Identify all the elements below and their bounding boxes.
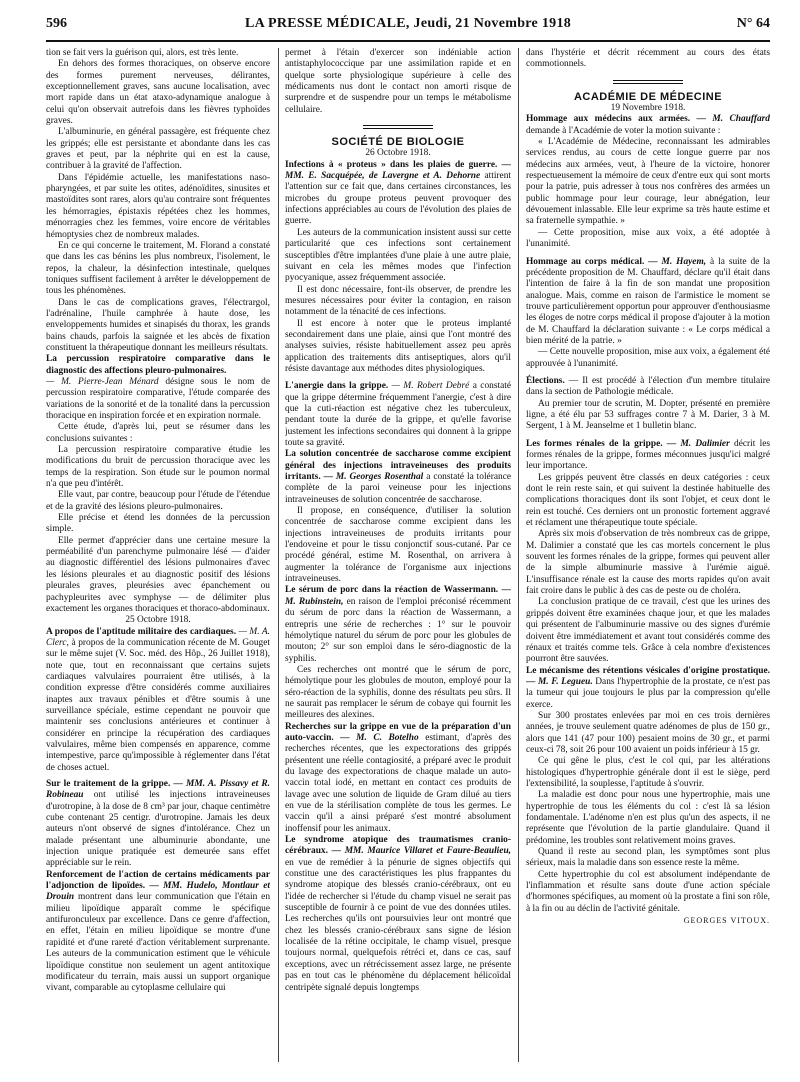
column-divider <box>278 48 279 1062</box>
article-title: Hommage au corps médical. <box>526 256 645 267</box>
paragraph <box>526 439 770 473</box>
article-text: désigne sous le nom de percussion respiratoire comparative, l'étude comparée des variations de la sonorité et de la tonalité dans la percussion thoracique en inspiration forcée et en expiration normale. <box>46 376 270 421</box>
article-title: Le syndrome atopique des traumatismes cranio-cérébraux. <box>285 835 511 857</box>
article-text: en vue de remédier à la pénurie de signes objectifs qui constitue une des caractéristiques les plus frappantes du syndrome atopique des blessés cranio-cérébraux, ont eu l'idée de rechercher si l'étude du champ visuel ne serait pas susceptible de fournir à ce point de vue des données utiles. Les recherches qu'ils ont poursuivies leur ont montré que chez les blessés cranio-cérébraux sans signe de lésion localisée de la rétine occipitale, le champ visuel, presque toujours normal, quelquefois rétréci et, dans ce cas, sauf exceptions, avec un rétrécissement assez large, ne présente pas en tout cas le phénomène du déplacement hélicoïdal centripète signalé depuis longtemps <box>285 857 511 993</box>
paragraph: Il est encore à noter que le proteus implanté secondairement dans une plaie, ainsi que l'ont montré des analyses suivies, résiste habituellement assez peu après application des traitements dits antiseptiques, alors qu'il résiste davantage aux méthodes dites physiologiques. <box>285 318 511 374</box>
paragraph: Les auteurs de la communication insistent aussi sur cette particularité que ces infections sont certainement susceptibles d'être implantées d'une plaie à une autre plaie, suivant en cela les mêmes modes que l'infection pyocyanique, assez fréquemment associée. <box>285 227 511 284</box>
article-author: — M. Georges Rosenthal <box>323 472 424 483</box>
paragraph: — Cette nouvelle proposition, mise aux voix, a également été approuvée à l'unanimité. <box>526 347 770 369</box>
column-divider <box>518 48 519 1062</box>
article-heading <box>285 449 511 506</box>
author-signature: GEORGES VITOUX. <box>683 916 770 926</box>
article-title: A propos de l'aptitude militaire des cardiaques. <box>46 626 237 637</box>
article-author: — M. Dalimier <box>666 438 730 449</box>
article-title: Recherches sur la grippe en vue de la préparation d'un auto-vaccin. <box>285 721 511 743</box>
paragraph: Il propose, en conséquence, d'utiliser la solution concentrée de saccharose comme excipient dans les injections intraveineuses de produits irritants pour l'endoveine et pour le tissu conjonctif sous-cutané. Par ce procédé général, estime M. Rosenthal, on arrivera à augmenter la tolérance de l'organisme aux injections intraveineuses. <box>285 506 511 585</box>
article-author: — MM. A. Pissavy et R. Robineau <box>46 779 270 801</box>
paragraph <box>526 376 770 399</box>
article-text: a constaté que la grippe détermine fréquemment l'anergie, c'est à dire que la cuti-réaction est négative chez les tuberculeux, pendant toute la durée de la grippe, et qu'elle favorise justement les infections secondaires qui donnent à la grippe toute sa gravité. <box>285 381 511 448</box>
article-heading <box>285 722 511 835</box>
article-text: Dans l'hypertrophie de la prostate, ce n'est pas la tumeur qui joue toujours le plus par la compression qu'elle exerce. <box>526 676 770 710</box>
section-rule <box>613 80 683 84</box>
article-title: La percussion respiratoire comparative dans le diagnostic des affections pleuro-pulmonaires. <box>46 354 270 376</box>
article-title: Le sérum de porc dans la réaction de Wassermann. <box>285 585 499 596</box>
page-number: 596 <box>46 16 67 31</box>
paragraph <box>526 114 770 137</box>
article-title: Hommage aux médecins aux armées. <box>526 114 691 125</box>
article-title: La solution concentrée de saccharose comme excipient général des injections intraveineuses des produits irritants. <box>285 449 511 483</box>
paragraph: En dehors des formes thoraciques, on observe encore des formes purement nerveuses, délirantes, exceptionnellement graves, sans aucune localisation, avec mort rapide dans un état ataxo-adynamique analogue à celui qu'on observait autrefois dans les fièvres typhoïdes graves. <box>46 59 270 127</box>
session-date: 19 Novembre 1918. <box>610 103 686 114</box>
article-text: ont utilisé les injections intraveineuses d'urotropine, à la dose de 8 cm³ par jour, chaque centimètre cube contenant 25 centigr. d'urotropine. Jamais les deux auteurs n'ont observé de signes d'intolérance. Chez un malade présentant une albuminurie abondante, une injection unique pratiquée est demeurée sans effet appréciable sur le rein. <box>46 790 270 869</box>
article-title: L'anergie dans la grippe. <box>285 381 389 392</box>
paragraph: Sur 300 prostates enlevées par moi en ces trois dernières années, je trouve seulement quatre adénomes de plus de 150 gr., alors que 141 (47 pour 100) pesaient moins de 30 gr., et parmi ceux-ci 78, soit 26 pour 100 avaient un poids inférieur à 15 gr. <box>526 710 770 755</box>
article-title: Sur le traitement de la grippe. <box>46 779 171 789</box>
article-author: — M. A. Clerc, <box>46 626 270 648</box>
column-1 <box>46 48 270 1068</box>
article-text: à la suite de la précédente proposition de M. Chauffard, déclare qu'il était dans l'intention de faire à la fin de son mandat une proposition analogue. Mais, comme en raison de l'armistice le moment se trouve particulièrement opportun pour approuver d'enthousiasme les éloges de notre corps médical il propose d'ajouter à la motion de M. Chauffard la déclaration suivante : « Le corps médical a bien mérité de la patrie. » <box>526 256 770 346</box>
article-text: demande à l'Académie de voter la motion suivante : <box>526 125 721 136</box>
article-author: — M. F. Legueu. <box>526 676 593 687</box>
column-2 <box>285 48 511 1068</box>
paragraph: dans l'hystérie et décrit récemment au cours des états commotionnels. <box>526 48 770 70</box>
article-heading <box>526 666 770 711</box>
paragraph: En ce qui concerne le traitement, M. Florand a constaté que dans les cas bénins les plus nombreux, l'isolement, le repos, la chaleur, la désinfection intestinale, quelques toniques suffisent facilement à arrêter le développement de tous les phénomènes. <box>46 240 270 297</box>
article-title: Le mécanisme des rétentions vésicales d'origine prostatique. <box>526 665 770 676</box>
page-header <box>46 16 770 40</box>
paragraph: L'albuminurie, en général passagère, est fréquente chez les grippés; elle est persistante et abondante dans les cas graves et peut, par la néphrite qui en est la cause, contribuer à la gravité de l'affection. <box>46 127 270 172</box>
article-text: estimant, d'après des recherches récentes, que les expectorations des grippés présentent une réelle contagiosité, a préparé avec le produit du lavage des expectorations de chaque malade un auto-vaccin total iodé, en mettant en contact ces produits de lavage avec une solution de liquide de Gram dilué au tiers en vue de la stérilisation complète de tous les germes. Le vaccin qu'il a ainsi préparé s'est montré absolument inoffensif pour les animaux. <box>285 732 511 834</box>
article-author: — M. Robert Debré <box>391 381 470 392</box>
paragraph: La maladie est donc pour nous une hypertrophie, mais une hypertrophie de tous les éléments du col : c'est là sa lésion fondamentale. L'adénome n'en est plus qu'un des aspects, il ne représente que l'évolution de la partie glandulaire. Quand il prédomine, les troubles sont relativement moins graves. <box>526 790 770 846</box>
paragraph: Cette hypertrophie du col est absolument indépendante de l'inflammation et résulte sans doute d'une action spéciale d'hormones spécifiques, au moment où la prostate a fini son rôle, à la fin ou au déclin de l'activité génitale. <box>526 869 770 914</box>
paragraph: Au premier tour de scrutin, M. Dopter, présenté en première ligne, a été élu par 53 suffrages contre 7 à M. Darier, 3 à M. Sergent, 1 à M. Jeanselme et 1 bulletin blanc. <box>526 398 770 432</box>
article-author: — M. Rubinstein, <box>285 585 511 607</box>
article-author: — MM. Hudelo, Montlaur et Drouin <box>46 881 270 903</box>
paragraph: Elle précise et étend les données de la percussion simple. <box>46 513 270 535</box>
paragraph <box>285 381 511 449</box>
article-text: montrent dans leur communication que l'étain en milieu lipoïdique apparaît comme le spécifique antifuronculeux par excellence. Dans ce genre d'affection, en effet, l'étain en milieu lipoïdique se montre d'une rapidité et d'une rareté d'action véritablement surprenante. Les auteurs de la communication estiment que le véhicule lipoïdique constitue non seulement un agent antitoxique modificateur du terrain, mais aussi un support organique vivant, comparable au cytoplasme cellulaire qui <box>46 892 270 994</box>
header-rule <box>46 40 770 42</box>
article-heading <box>46 870 270 995</box>
paragraph: Il est donc nécessaire, font-ils observer, de prendre les mesures nécessaires pour éviter la contagion, en raison notamment de la ténacité de ces infections. <box>285 284 511 318</box>
article-text: attirent l'attention sur ce fait que, dans certaines circonstances, les microbes du groupe proteus peuvent provoquer des infections appréciables au cours de l'évolution des plaies de guerre. <box>285 171 511 227</box>
paragraph <box>46 779 270 870</box>
article-heading <box>46 354 270 377</box>
article-author: — M. Hayem, <box>648 256 707 267</box>
issue-number: N° 64 <box>736 16 770 31</box>
article-author: — MM. Maurice Villaret et Faure-Beaulieu, <box>331 846 511 857</box>
article-author: — MM. E. Sacquépée, de Lavergne et A. Dehorne <box>285 159 511 182</box>
paragraph: — Cette proposition, mise aux voix, a été adoptée à l'unanimité. <box>526 227 770 250</box>
article-title: Renforcement de l'action de certains médicaments par l'adjonction de lipoïdes. <box>46 869 270 892</box>
article-text: en raison de l'emploi préconisé récemment du sérum de porc dans la réaction de Wassermann, a entrepris une série de recherches : 1° sur le pouvoir hémolytique naturel du sérum de porc pour les globules de mouton; 2° sur son emploi dans le séro-diagnostic de la syphilis. <box>285 596 511 664</box>
paragraph: La conclusion pratique de ce travail, c'est que les urines des grippés doivent être examinées chaque jour, et que les malades qui présentent de l'albuminurie massive ou des signes d'urémie doivent être immédiatement et avant tout considérés comme des rénaux et traités comme tels. Grâce à cela nombre d'existences pourront être sauvées. <box>526 597 770 665</box>
section-title: SOCIÉTÉ DE BIOLOGIE <box>331 136 465 149</box>
paragraph: Cette étude, d'après lui, peut se résumer dans les conclusions suivantes : <box>46 422 270 444</box>
paragraph: Après six mois d'observation de très nombreux cas de grippe, M. Dalimier a constaté que les cas mortels concernent le plus souvent les formes rénales de la grippe, formes qui peuvent aller de la simple albuminurie massive à l'urémie aiguë. L'insuffisance rénale est la cause des morts rapides qu'on avait fait croire dans le public à des cas de peste ou de choléra. <box>526 529 770 597</box>
paragraph <box>46 627 270 774</box>
article-text: décrit les formes rénales de la grippe, formes méconnues jusqu'ici malgré leur importance. <box>526 438 770 472</box>
article-title: Élections. <box>526 375 565 386</box>
paragraph: tion se fait vers la guérison qui, alors, est très lente. <box>46 48 239 58</box>
paragraph <box>46 377 270 422</box>
paragraph: Les grippés peuvent être classés en deux catégories : ceux dont le rein reste sain, et qui suivent la destinée habituelle des complications thoraciques dont ils sont l'objet, et ceux dont le rein est touché. Ces derniers ont un pronostic fortement aggravé et réclament une thérapeutique toute spéciale. <box>526 472 770 529</box>
paragraph: Elle vaut, par contre, beaucoup pour l'étude de l'étendue et de la gravité des lésions pleuro-pulmonaires. <box>46 490 270 512</box>
paragraph: La percussion respiratoire comparative étudie les modifications du bruit de percussion thoracique avec les temps de la respiration. Son étude sur le poumon normal n'a que peu d'intérêt. <box>46 445 270 490</box>
paragraph: Elle permet d'apprécier dans une certaine mesure la perméabilité d'un parenchyme pulmonaire lésé — d'aider au diagnostic différentiel des lésions pulmonaires d'avec les lésions pleurales et au diagnostic positif des lésions pleurales graves, pleurésies avec épanchement ou pachypleurites avec symphyse — de délimiter plus exactement les organes thoraciques et thoraco-abdominaux. <box>46 535 270 614</box>
paragraph: Dans le cas de complications graves, l'électrargol, l'adrénaline, l'huile camphrée à haute dose, les enveloppements humides et sinapisés du thorax, les grands bains chauds, parfois la saignée et les abcès de fixation constituent la thérapeutique donnant les meilleurs résultats. <box>46 297 270 353</box>
article-author: — M. Pierre-Jean Ménard <box>46 376 159 387</box>
section-title: ACADÉMIE DE MÉDECINE <box>573 90 723 103</box>
section-rule <box>363 125 433 129</box>
article-title: Infections à « proteus » dans les plaies de guerre. <box>285 159 498 170</box>
column-3 <box>526 48 770 1068</box>
paragraph: « L'Académie de Médecine, reconnaissant les admirables services rendus, au cours de cette longue guerre par nos médecins aux armées, veut, à l'heure de la victoire, honorer respectueusement la mémoire de ceux d'entre eux qui sont morts pour la patrie, puis adresser à tous nos confrères des armées un public hommage pour leur courage, leur abnégation, leur dévouement inlassable. Elle leur exprime sa très haute estime et sa fraternelle sympathie. » <box>526 137 770 227</box>
article-text: à propos de la communication récente de M. Gouget sur le même sujet (V. Soc. méd. des Hôp., 26 Juillet 1918), note que, tout en reconnaissant que certains sujets cardiaques valvulaires pourraient être utilisés, à la condition expresse d'être considérés comme auxiliaires inaptes aux travaux pénibles et d'être soumis à une surveillance spéciale, estime cependant ne pouvoir que maintenir ses conclusions antérieures et continuer à considérer en principe la récupération des cardiaques valvulaires, même bien compensés en apparence, comme intempestive, parce qu'impossible à réglementer dans l'état de choses actuel. <box>46 637 270 773</box>
article-heading <box>285 585 511 664</box>
session-date: 26 Octobre 1918. <box>365 148 431 159</box>
journal-title: LA PRESSE MÉDICALE, Jeudi, 21 Novembre 1918 <box>244 16 572 31</box>
paragraph <box>526 257 770 348</box>
article-heading <box>285 835 511 994</box>
article-text: a constaté la tolérance complète de la paroi veineuse pour les injections intraveineuses de solution concentrée de saccharose. <box>285 472 511 505</box>
paragraph: Dans l'épidémie actuelle, les manifestations naso-pharyngées, et par suite les otites, adénoïdites, sinusites et mastoïdites sont rares, alors qu'au contraire sont fréquentes les hémorragies, épistaxis répétées chez les hommes, ménorragies chez les femmes, voire encore de véritables hémoptysies chez de nombreux malades. <box>46 172 270 240</box>
paragraph: permet à l'étain d'exercer son indéniable action antistaphylococcique par une assimilation rapide et en quelque sorte physiologique supérieure à celle des médicaments nus dont le contact non amorti risque de surprendre et de suspendre pour un temps le métabolisme cellulaire. <box>285 48 511 115</box>
session-date: 25 Octobre 1918. <box>125 615 191 626</box>
article-author: — M. C. Botelho <box>340 732 419 743</box>
paragraph: Ce qui gêne le plus, c'est le col qui, par les altérations histologiques d'hypertrophie générale dont il est le siège, perd l'extensibilité, la souplesse, l'aptitude à s'ouvrir. <box>526 756 770 789</box>
article-author: — M. Chauffard <box>696 114 770 125</box>
paragraph: Ces recherches ont montré que le sérum de porc, hémolytique pour les globules de mouton, employé pour la séro-réaction de la syphilis, donne des résultats peu sûrs. Il ne saurait pas remplacer le sérum de cobaye qui fournit les meilleures des alexines. <box>285 664 511 721</box>
paragraph: Quand il reste au second plan, les symptômes sont plus sérieux, mais la maladie dans son essence reste la même. <box>526 847 770 869</box>
article-title: Les formes rénales de la grippe. <box>526 438 663 449</box>
article-text: — Il est procédé à l'élection d'un membre titulaire dans la section de Pathologie médicale. <box>526 375 770 398</box>
paragraph <box>285 160 511 228</box>
